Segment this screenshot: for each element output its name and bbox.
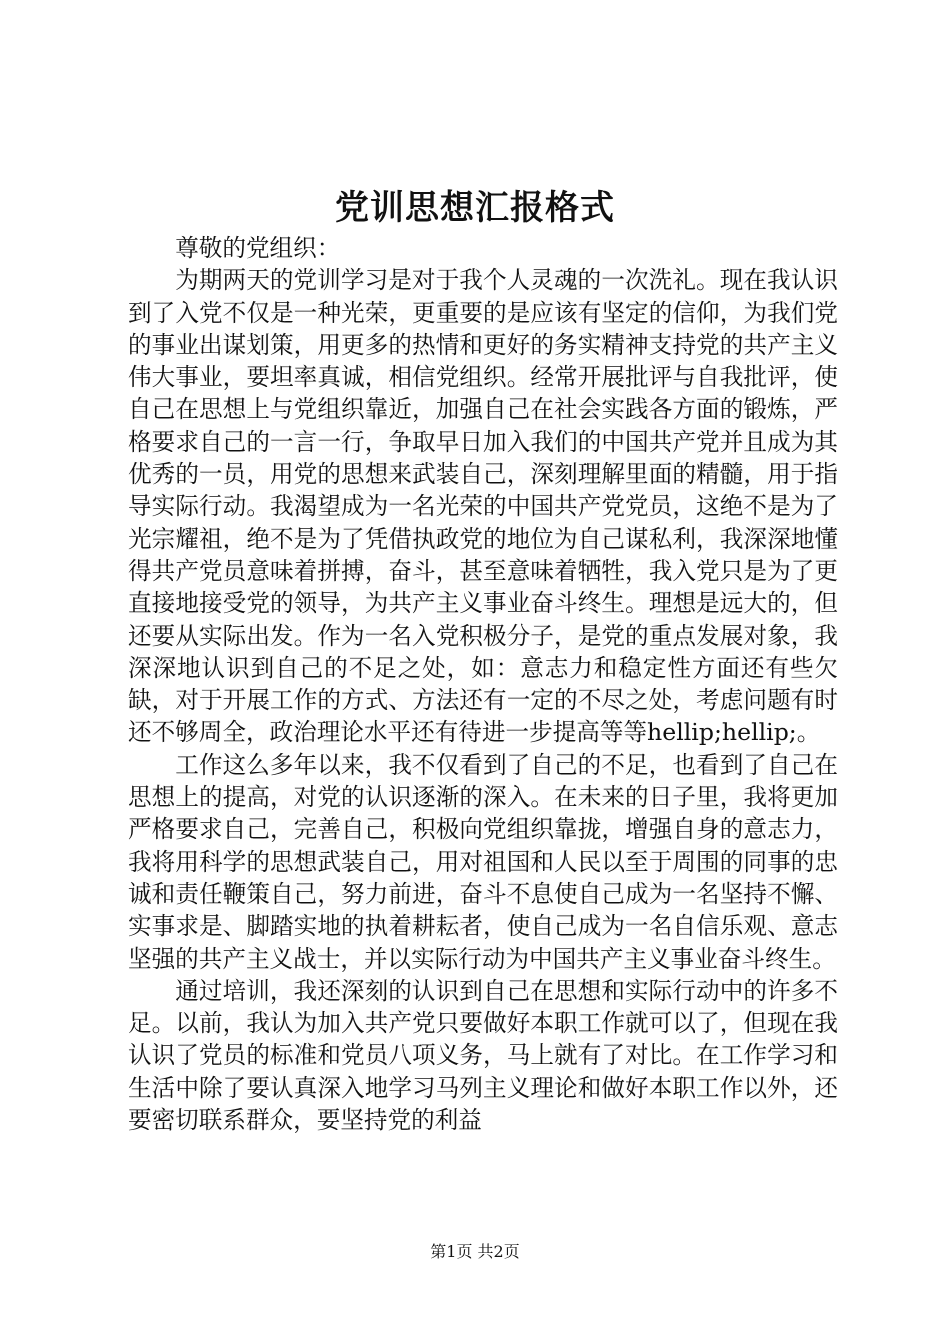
page-footer: 第1页 共2页 (430, 1242, 520, 1261)
document-title: 党训思想汇报格式 (335, 188, 615, 228)
document-body (128, 232, 838, 1136)
paragraph-1: 为期两天的党训学习是对于我个人灵魂的一次洗礼。现在我认识到了入党不仅是一种光荣，更重要的是应该有坚定的信仰，为我们党的事业出谋划策，用更多的热情和更好的务实精神支持党的共产主义伟大事业，要坦率真诚，相信党组织。经常开展批评与自我批评，使自己在思想上与党组织靠近，加强自己在社会实践各方面的锻炼，严格要求自己的一言一行，争取早日加入我们的中国共产党并且成为其优秀的一员，用党的思想来武装自己，深刻理解里面的精髓，用于指导实际行动。我渴望成为一名光荣的中国共产党党员，这绝不是为了光宗耀祖，绝不是为了凭借执政党的地位为自己谋私利，我深深地懂得共产党员意味着拼搏，奋斗，甚至意味着牺牲，我入党只是为了更直接地接受党的领导，为共产主义事业奋斗终生。理想是远大的，但还要从实际出发。作为一名入党积极分子，是党的重点发展对象，我深深地认识到自己的不足之处，如：意志力和稳定性方面还有些欠缺，对于开展工作的方式、方法还有一定的不尽之处，考虑问题有时还不够周全，政治理论水平还有待进一步提高等等hellip;hellip;。 (128, 266, 838, 747)
paragraph-2: 工作这么多年以来，我不仅看到了自己的不足，也看到了自己在思想上的提高，对党的认识逐渐的深入。在未来的日子里，我将更加严格要求自己，完善自己，积极向党组织靠拢，增强自身的意志力，我将用科学的思想武装自己，用对祖国和人民以至于周围的同事的忠诚和责任鞭策自己，努力前进，奋斗不息使自己成为一名坚持不懈、实事求是、脚踏实地的执着耕耘者，使自己成为一名自信乐观、意志坚强的共产主义战士，并以实际行动为中国共产主义事业奋斗终生。 (128, 750, 838, 973)
salutation: 尊敬的党组织： (175, 234, 341, 262)
paragraph-3: 通过培训，我还深刻的认识到自己在思想和实际行动中的许多不足。以前，我认为加入共产党只要做好本职工作就可以了，但现在我认识了党员的标准和党员八项义务，马上就有了对比。在工作学习和生活中除了要认真深入地学习马列主义理论和做好本职工作以外，还要密切联系群众，要坚持党的利益 (128, 976, 838, 1135)
